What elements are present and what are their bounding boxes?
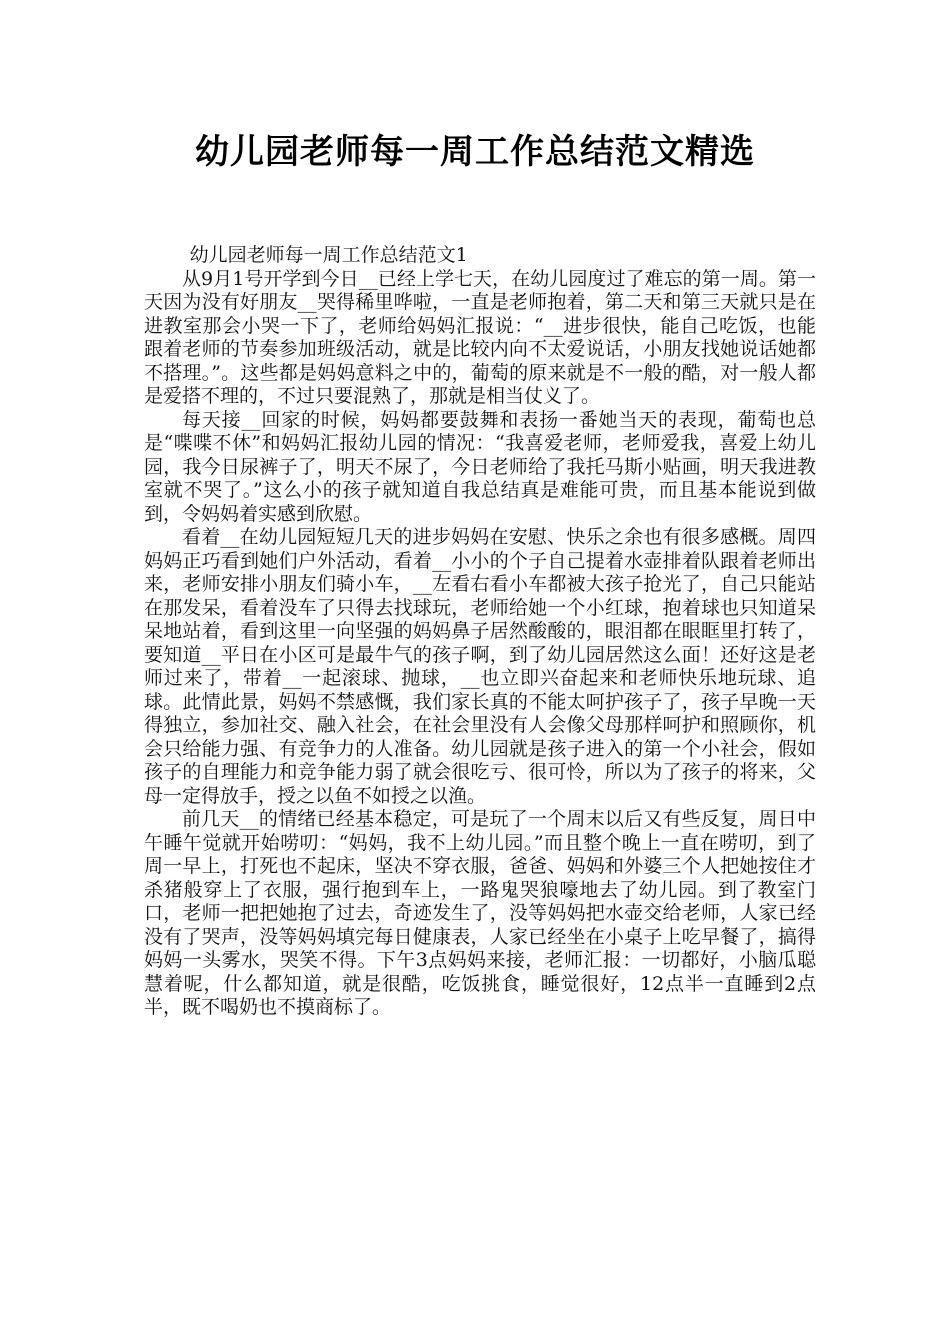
paragraph-2: 每天接__回家的时候，妈妈都要鼓舞和表扬一番她当天的表现，葡萄也总是“喋喋不休”和妈妈汇报幼儿园的情况：“我喜爱老师，老师爱我，喜爱上幼儿园，我今日尿裤子了，明天不尿了，今日老师给了我托马斯小贴画，明天我进教室就不哭了。”这么小的孩子就知道自我总结真是难能可贵，而且基本能说到做到，令妈妈着实感到欣慰。 (144, 408, 816, 525)
paragraph-3: 看着__在幼儿园短短几天的进步妈妈在安慰、快乐之余也有很多感概。周四妈妈正巧看到她们户外活动，看着__小小的个子自己提着水壶排着队跟着老师出来，老师安排小朋友们骑小车，__左看右看小车都被大孩子抢光了，自己只能站在那发呆，看着没车了只得去找球玩，老师给她一个小红球，抱着球也只知道呆呆地站着，看到这里一向坚强的妈妈鼻子居然酸酸的，眼泪都在眼眶里打转了，要知道__平日在小区可是最牛气的孩子啊，到了幼儿园居然这么面！还好这是老师过来了，带着__一起滚球、抛球，__也立即兴奋起来和老师快乐地玩球、追球。此情此景，妈妈不禁感慨，我们家长真的不能太呵护孩子了，孩子早晚一天得独立，参加社交、融入社会，在社会里没有人会像父母那样呵护和照顾你，机会只给能力强、有竞争力的人准备。幼儿园就是孩子进入的第一个小社会，假如孩子的自理能力和竞争能力弱了就会很吃亏、很可怜，所以为了孩子的将来，父母一定得放手，授之以鱼不如授之以渔。 (144, 526, 816, 807)
section-heading: 幼儿园老师每一周工作总结范文1 (189, 244, 468, 266)
document-body (144, 244, 816, 1020)
paragraph-1: 从9月1号开学到今日__已经上学七天，在幼儿园度过了难忘的第一周。第一天因为没有好朋友__哭得稀里哗啦，一直是老师抱着，第二天和第三天就只是在进教室那会小哭一下了，老师给妈妈汇报说：“__进步很快，能自己吃饭，也能跟着老师的节奏参加班级活动，就是比较内向不太爱说话，小朋友找她说话她都不搭理。”。这些都是妈妈意料之中的，葡萄的原来就是不一般的酷，对一般人都是爱搭不理的，不过只要混熟了，那就是相当仗义了。 (144, 267, 816, 407)
document-title: 幼儿园老师每一周工作总结范文精选 (195, 132, 755, 172)
paragraph-4: 前几天__的情绪已经基本稳定，可是玩了一个周末以后又有些反复，周日中午睡午觉就开始唠叨：“妈妈，我不上幼儿园。”而且整个晚上一直在唠叨，到了周一早上，打死也不起床，坚决不穿衣服，爸爸、妈妈和外婆三个人把她按住才杀猪般穿上了衣服，强行抱到车上，一路鬼哭狼嚎地去了幼儿园。到了教室门口，老师一把把她抱了过去，奇迹发生了，没等妈妈把水壶交给老师，人家已经没有了哭声，没等妈妈填完每日健康表，人家已经坐在小桌子上吃早餐了，搞得妈妈一头雾水，哭笑不得。下午3点妈妈来接，老师汇报：一切都好，小脑瓜聪慧着呢，什么都知道，就是很酷，吃饭挑食，睡觉很好，12点半一直睡到2点半，既不喝奶也不摸商标了。 (144, 808, 816, 1018)
